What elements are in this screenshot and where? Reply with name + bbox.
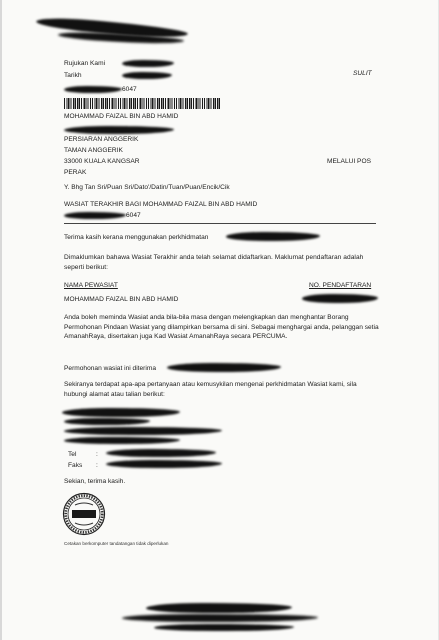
delivery-method: MELALUI POS: [327, 158, 371, 165]
date-label: Tarikh: [64, 72, 82, 79]
redacted-ref: [122, 60, 174, 67]
amendment-paragraph: Anda boleh meminda Wasiat anda bila-bila masa dengan melengkapkan dan menghantar Borang Permohonan Pindaan Wasiat yang dilampirkan bersama di sini. Sebagai menghargai anda, pelanggan setia AmanahRaya, disertakan juga Kad Wasiat AmanahRaya secara PERCUMA.: [64, 314, 379, 341]
address-line-1: PERSIARAN ANGGERIK: [64, 136, 139, 143]
redacted-received-date: [167, 363, 281, 372]
table-header-registration: NO. PENDAFTARAN: [309, 282, 372, 289]
address-line-4: PERAK: [64, 169, 87, 176]
redacted-subject-ref: [64, 212, 126, 219]
redacted-registration-number: [302, 294, 378, 303]
fax-colon: :: [96, 462, 98, 469]
tel-colon: :: [96, 451, 98, 458]
footer-note: Cetakan berkomputer tandatangan tidak diperlukan: [64, 541, 169, 546]
redacted-contact-line-1: [62, 408, 180, 417]
barcode: [64, 98, 220, 109]
subject-ref-suffix: 6047: [126, 212, 141, 219]
tel-label: Tel: [68, 451, 77, 458]
fax-label: Faks: [68, 462, 83, 469]
table-header-name: NAMA PEWASIAT: [64, 282, 118, 289]
recipient-name: MOHAMMAD FAIZAL BIN ABD HAMID: [64, 113, 179, 120]
company-seal-icon: [62, 492, 106, 536]
redacted-contact-line-4: [64, 437, 180, 444]
registration-paragraph: Dimaklumkan bahawa Wasiat Terakhir anda telah selamat didaftarkan. Maklumat pendaftaran adalah seperti berikut:: [64, 254, 364, 271]
redacted-contact-line-3: [64, 427, 222, 435]
redacted-footer-line-1: [146, 603, 292, 613]
table-value-name: MOHAMMAD FAIZAL BIN ABD HAMID: [64, 296, 179, 303]
address-line-3: 33000 KUALA KANGSAR: [64, 158, 140, 165]
redacted-date: [122, 72, 172, 79]
ref-label: Rujukan Kami: [64, 60, 106, 67]
subject-rule: [64, 223, 376, 224]
closing-text: Sekian, terima kasih.: [64, 478, 126, 485]
redacted-footer-line-3: [154, 624, 294, 631]
received-text: Permohonan wasiat ini diterima: [64, 365, 156, 372]
redacted-service-name: [226, 232, 320, 241]
contact-paragraph: Sekiranya terdapat apa-apa pertanyaan atau kemusykilan mengenai perkhidmatan Wasiat kami, sila hubungi alamat atau talian berikut:: [64, 381, 357, 398]
redacted-tel: [106, 449, 216, 457]
thanks-text: Terima kasih kerana menggunakan perkhidmatan: [64, 234, 209, 241]
redacted-footer-line-2: [122, 614, 318, 622]
subject-title: WASIAT TERAKHIR BAGI MOHAMMAD FAIZAL BIN ABD HAMID: [64, 201, 258, 208]
address-line-2: TAMAN ANGGERIK: [64, 147, 123, 154]
redacted-fax: [106, 460, 222, 468]
redacted-barcode-ref: [64, 86, 122, 93]
classification: SULIT: [353, 70, 372, 77]
salutation: Y. Bhg Tan Sri/Puan Sri/Dato'/Datin/Tuan/Puan/Encik/Cik: [64, 184, 230, 191]
redacted-contact-line-2: [64, 418, 150, 425]
barcode-ref-suffix: 6047: [122, 86, 137, 93]
redacted-address-number: [64, 126, 174, 134]
